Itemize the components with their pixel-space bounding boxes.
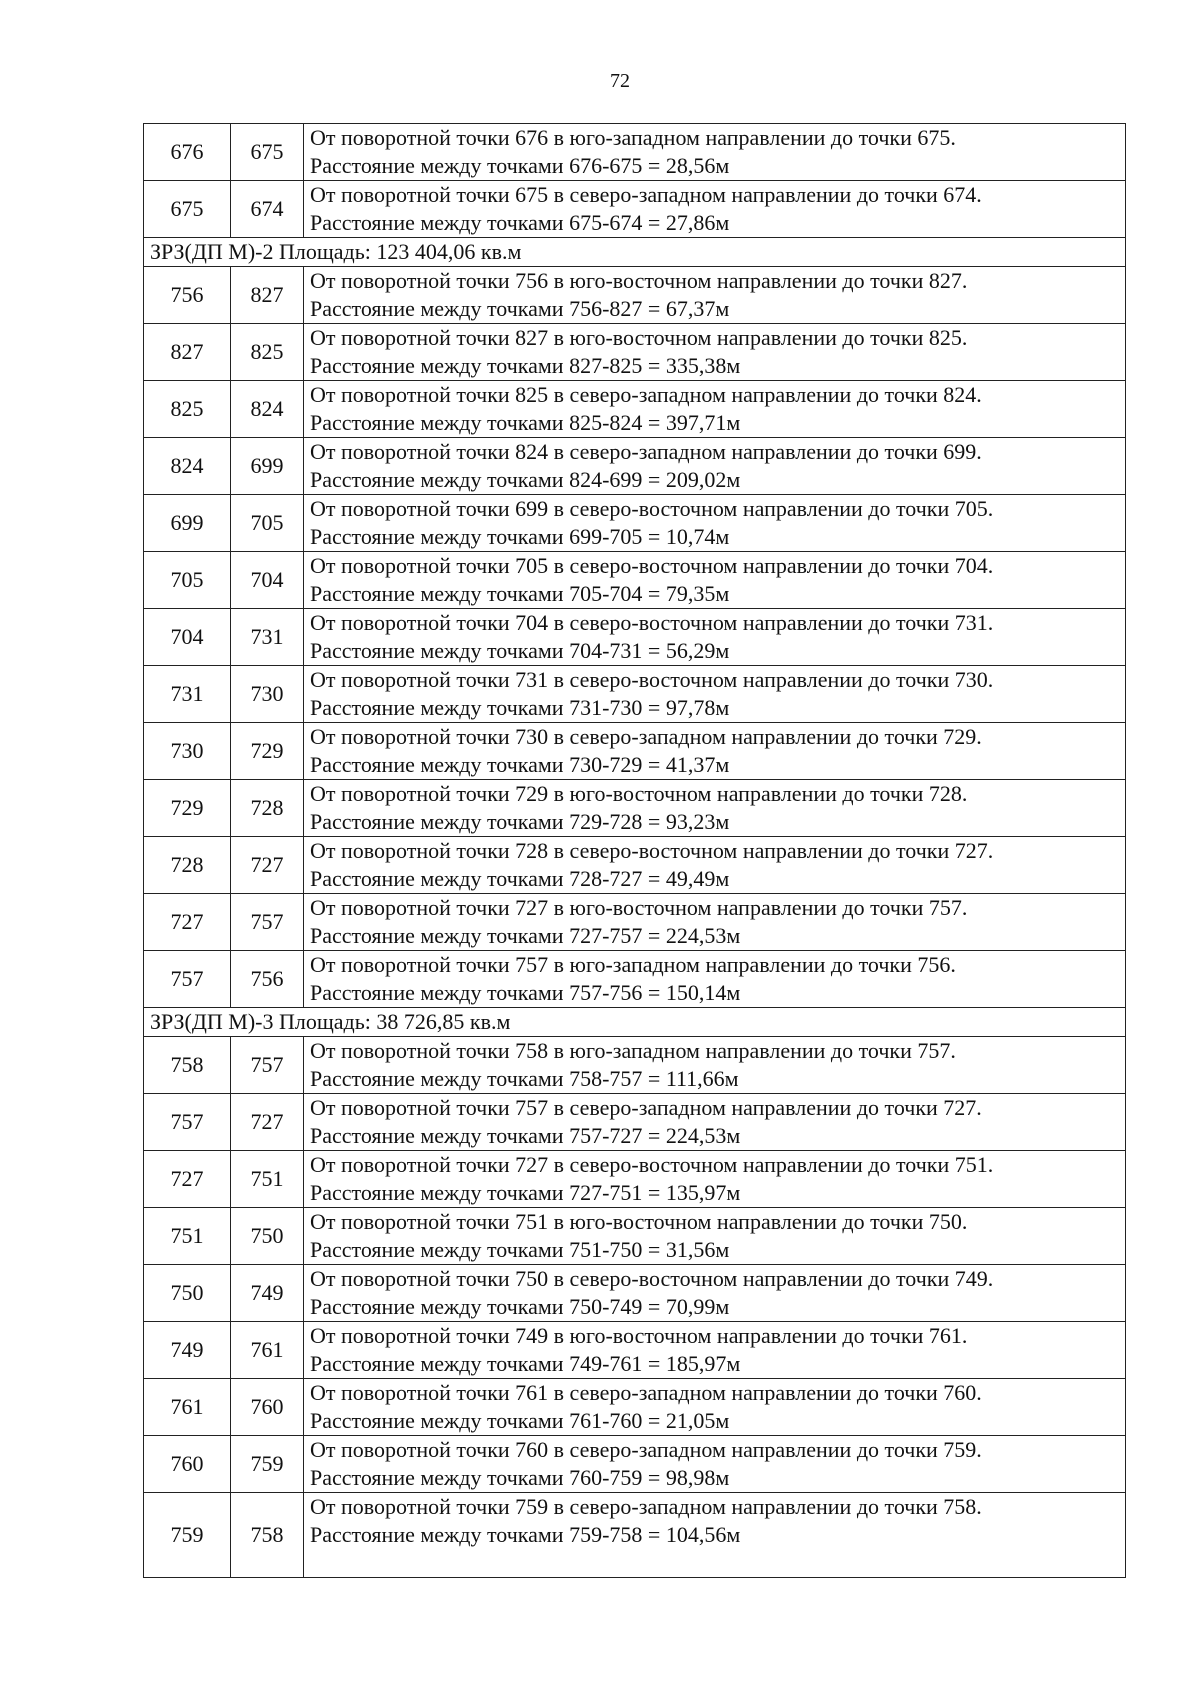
boundary-table-body xyxy=(144,124,1126,1578)
to-point-cell: 674 xyxy=(231,181,304,238)
direction-text: От поворотной точки 760 в северо-западном направлении до точки 759. xyxy=(310,1437,982,1462)
direction-text: От поворотной точки 827 в юго-восточном направлении до точки 825. xyxy=(310,325,968,350)
description-cell xyxy=(304,609,1126,666)
direction-text: От поворотной точки 699 в северо-восточном направлении до точки 705. xyxy=(310,496,994,521)
distance-text: Расстояние между точками 824-699 = 209,02м xyxy=(310,467,741,492)
from-point-cell: 727 xyxy=(144,1151,231,1208)
direction-text: От поворотной точки 758 в юго-западном направлении до точки 757. xyxy=(310,1038,956,1063)
from-point-cell: 759 xyxy=(144,1493,231,1578)
direction-text: От поворотной точки 727 в северо-восточном направлении до точки 751. xyxy=(310,1152,994,1177)
description-cell xyxy=(304,666,1126,723)
description-cell xyxy=(304,381,1126,438)
to-point-cell: 825 xyxy=(231,324,304,381)
distance-text: Расстояние между точками 675-674 = 27,86м xyxy=(310,210,730,235)
direction-text: От поворотной точки 761 в северо-западном направлении до точки 760. xyxy=(310,1380,982,1405)
description-cell xyxy=(304,780,1126,837)
description-cell xyxy=(304,1265,1126,1322)
distance-text: Расстояние между точками 676-675 = 28,56м xyxy=(310,153,730,178)
to-point-cell: 704 xyxy=(231,552,304,609)
distance-text: Расстояние между точками 750-749 = 70,99м xyxy=(310,1294,730,1319)
table-row xyxy=(144,552,1126,609)
from-point-cell: 729 xyxy=(144,780,231,837)
distance-text: Расстояние между точками 699-705 = 10,74м xyxy=(310,524,730,549)
from-point-cell: 761 xyxy=(144,1379,231,1436)
description-cell xyxy=(304,1151,1126,1208)
direction-text: От поворотной точки 825 в северо-западном направлении до точки 824. xyxy=(310,382,982,407)
from-point-cell: 704 xyxy=(144,609,231,666)
from-point-cell: 756 xyxy=(144,267,231,324)
table-row xyxy=(144,1037,1126,1094)
from-point-cell: 750 xyxy=(144,1265,231,1322)
from-point-cell: 749 xyxy=(144,1322,231,1379)
to-point-cell: 728 xyxy=(231,780,304,837)
distance-text: Расстояние между точками 705-704 = 79,35м xyxy=(310,581,730,606)
table-row xyxy=(144,780,1126,837)
distance-text: Расстояние между точками 729-728 = 93,23м xyxy=(310,809,730,834)
description-cell xyxy=(304,1379,1126,1436)
table-row xyxy=(144,1436,1126,1493)
table-row xyxy=(144,609,1126,666)
to-point-cell: 675 xyxy=(231,124,304,181)
section-header-row xyxy=(144,1008,1126,1037)
direction-text: От поворотной точки 729 в юго-восточном направлении до точки 728. xyxy=(310,781,968,806)
direction-text: От поворотной точки 675 в северо-западном направлении до точки 674. xyxy=(310,182,982,207)
from-point-cell: 757 xyxy=(144,951,231,1008)
description-cell xyxy=(304,181,1126,238)
from-point-cell: 825 xyxy=(144,381,231,438)
table-row xyxy=(144,1322,1126,1379)
to-point-cell: 699 xyxy=(231,438,304,495)
description-cell xyxy=(304,552,1126,609)
from-point-cell: 676 xyxy=(144,124,231,181)
table-row xyxy=(144,438,1126,495)
description-cell xyxy=(304,1037,1126,1094)
description-cell xyxy=(304,1322,1126,1379)
table-row xyxy=(144,1094,1126,1151)
direction-text: От поворотной точки 676 в юго-западном направлении до точки 675. xyxy=(310,125,956,150)
direction-text: От поворотной точки 704 в северо-восточном направлении до точки 731. xyxy=(310,610,994,635)
direction-text: От поворотной точки 730 в северо-западном направлении до точки 729. xyxy=(310,724,982,749)
from-point-cell: 757 xyxy=(144,1094,231,1151)
to-point-cell: 727 xyxy=(231,837,304,894)
direction-text: От поворотной точки 759 в северо-западном направлении до точки 758. xyxy=(310,1494,982,1519)
distance-text: Расстояние между точками 728-727 = 49,49м xyxy=(310,866,730,891)
direction-text: От поворотной точки 750 в северо-восточном направлении до точки 749. xyxy=(310,1266,994,1291)
to-point-cell: 731 xyxy=(231,609,304,666)
to-point-cell: 729 xyxy=(231,723,304,780)
distance-text: Расстояние между точками 730-729 = 41,37м xyxy=(310,752,730,777)
section-title: ЗРЗ(ДП М)-3 Площадь: 38 726,85 кв.м xyxy=(144,1008,1126,1037)
direction-text: От поворотной точки 757 в юго-западном направлении до точки 756. xyxy=(310,952,956,977)
to-point-cell: 727 xyxy=(231,1094,304,1151)
description-cell xyxy=(304,1436,1126,1493)
description-cell xyxy=(304,1208,1126,1265)
boundary-table xyxy=(143,123,1126,1578)
direction-text: От поворотной точки 727 в юго-восточном направлении до точки 757. xyxy=(310,895,968,920)
to-point-cell: 761 xyxy=(231,1322,304,1379)
section-title: ЗРЗ(ДП М)-2 Площадь: 123 404,06 кв.м xyxy=(144,238,1126,267)
direction-text: От поворотной точки 728 в северо-восточном направлении до точки 727. xyxy=(310,838,994,863)
to-point-cell: 760 xyxy=(231,1379,304,1436)
distance-text: Расстояние между точками 757-756 = 150,14м xyxy=(310,980,741,1005)
distance-text: Расстояние между точками 749-761 = 185,97м xyxy=(310,1351,741,1376)
direction-text: От поворотной точки 705 в северо-восточном направлении до точки 704. xyxy=(310,553,994,578)
direction-text: От поворотной точки 731 в северо-восточном направлении до точки 730. xyxy=(310,667,994,692)
description-cell xyxy=(304,324,1126,381)
distance-text: Расстояние между точками 761-760 = 21,05м xyxy=(310,1408,730,1433)
table-row xyxy=(144,1151,1126,1208)
distance-text: Расстояние между точками 825-824 = 397,71м xyxy=(310,410,741,435)
from-point-cell: 758 xyxy=(144,1037,231,1094)
table-row xyxy=(144,1208,1126,1265)
table-row xyxy=(144,324,1126,381)
from-point-cell: 730 xyxy=(144,723,231,780)
description-cell xyxy=(304,438,1126,495)
section-header-row xyxy=(144,238,1126,267)
to-point-cell: 757 xyxy=(231,1037,304,1094)
table-row xyxy=(144,495,1126,552)
distance-text: Расстояние между точками 756-827 = 67,37м xyxy=(310,296,730,321)
distance-text: Расстояние между точками 704-731 = 56,29м xyxy=(310,638,730,663)
distance-text: Расстояние между точками 757-727 = 224,53м xyxy=(310,1123,741,1148)
distance-text: Расстояние между точками 758-757 = 111,66м xyxy=(310,1066,739,1091)
from-point-cell: 731 xyxy=(144,666,231,723)
description-cell xyxy=(304,1493,1126,1578)
to-point-cell: 757 xyxy=(231,894,304,951)
description-cell xyxy=(304,723,1126,780)
description-cell xyxy=(304,495,1126,552)
from-point-cell: 699 xyxy=(144,495,231,552)
distance-text: Расстояние между точками 760-759 = 98,98м xyxy=(310,1465,730,1490)
from-point-cell: 824 xyxy=(144,438,231,495)
distance-text: Расстояние между точками 727-757 = 224,53м xyxy=(310,923,741,948)
from-point-cell: 751 xyxy=(144,1208,231,1265)
page-number: 72 xyxy=(610,70,630,92)
from-point-cell: 728 xyxy=(144,837,231,894)
to-point-cell: 730 xyxy=(231,666,304,723)
description-cell xyxy=(304,267,1126,324)
direction-text: От поворотной точки 751 в юго-восточном направлении до точки 750. xyxy=(310,1209,968,1234)
from-point-cell: 827 xyxy=(144,324,231,381)
description-cell xyxy=(304,1094,1126,1151)
to-point-cell: 759 xyxy=(231,1436,304,1493)
distance-text: Расстояние между точками 751-750 = 31,56м xyxy=(310,1237,730,1262)
to-point-cell: 749 xyxy=(231,1265,304,1322)
to-point-cell: 751 xyxy=(231,1151,304,1208)
description-cell xyxy=(304,951,1126,1008)
table-row xyxy=(144,1379,1126,1436)
direction-text: От поворотной точки 756 в юго-восточном направлении до точки 827. xyxy=(310,268,968,293)
to-point-cell: 827 xyxy=(231,267,304,324)
distance-text: Расстояние между точками 731-730 = 97,78м xyxy=(310,695,730,720)
distance-text: Расстояние между точками 827-825 = 335,38м xyxy=(310,353,741,378)
table-row xyxy=(144,1265,1126,1322)
table-row xyxy=(144,181,1126,238)
from-point-cell: 705 xyxy=(144,552,231,609)
to-point-cell: 758 xyxy=(231,1493,304,1578)
to-point-cell: 750 xyxy=(231,1208,304,1265)
from-point-cell: 727 xyxy=(144,894,231,951)
description-cell xyxy=(304,894,1126,951)
to-point-cell: 756 xyxy=(231,951,304,1008)
direction-text: От поворотной точки 757 в северо-западном направлении до точки 727. xyxy=(310,1095,982,1120)
to-point-cell: 705 xyxy=(231,495,304,552)
table-row xyxy=(144,951,1126,1008)
distance-text: Расстояние между точками 727-751 = 135,97м xyxy=(310,1180,741,1205)
direction-text: От поворотной точки 824 в северо-западном направлении до точки 699. xyxy=(310,439,982,464)
table-row xyxy=(144,666,1126,723)
table-row xyxy=(144,837,1126,894)
description-cell xyxy=(304,124,1126,181)
to-point-cell: 824 xyxy=(231,381,304,438)
table-row xyxy=(144,723,1126,780)
table-row xyxy=(144,267,1126,324)
table-row xyxy=(144,124,1126,181)
description-cell xyxy=(304,837,1126,894)
direction-text: От поворотной точки 749 в юго-восточном направлении до точки 761. xyxy=(310,1323,968,1348)
table-row xyxy=(144,381,1126,438)
table-row xyxy=(144,1493,1126,1578)
from-point-cell: 675 xyxy=(144,181,231,238)
from-point-cell: 760 xyxy=(144,1436,231,1493)
distance-text: Расстояние между точками 759-758 = 104,56м xyxy=(310,1522,741,1547)
table-row xyxy=(144,894,1126,951)
